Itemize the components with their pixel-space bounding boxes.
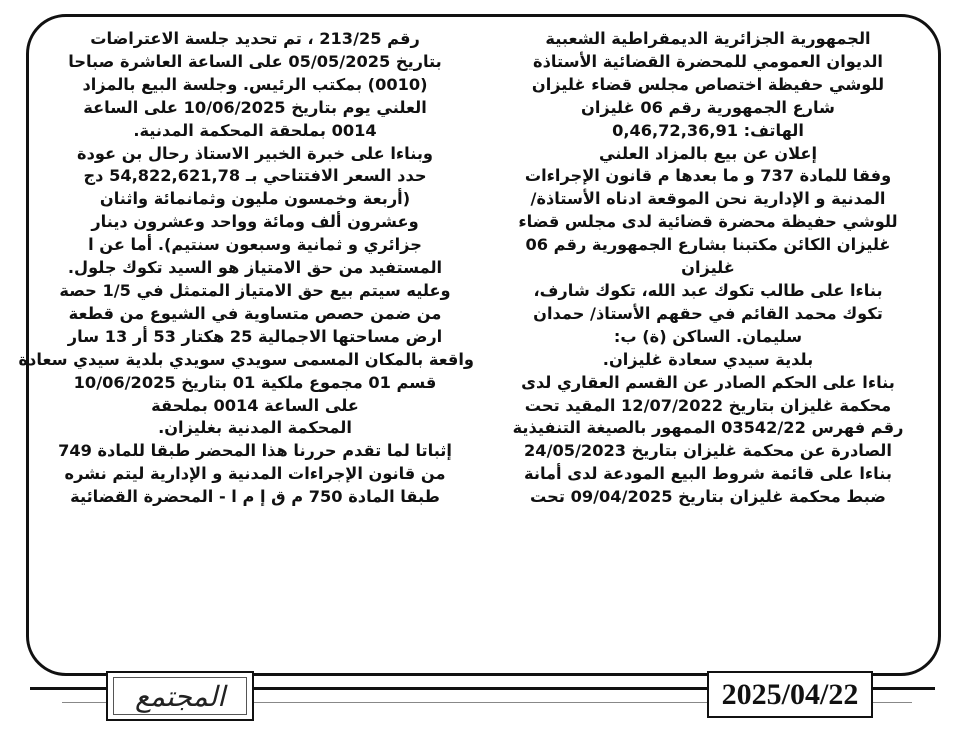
text-line: ارض مساحتها الاجمالية 25 هكتار 53 أر 13 سار <box>67 326 443 346</box>
newspaper-logo <box>106 671 254 721</box>
text-line: رقم فهرس 03542/22 الممهور بالصيغة التنفيذية <box>512 418 904 438</box>
text-line: غليزان الكائن مكتبنا بشارع الجمهورية رقم 06 <box>525 235 891 255</box>
text-line: شارع الجمهورية رقم 06 غليزان <box>581 97 835 117</box>
text-line: وعشرون ألف ومائة وواحد وعشرون دينار <box>91 212 419 232</box>
text-line: وبناءا على خبرة الخبير الاستاذ رحال بن عودة <box>77 143 433 163</box>
text-line: وفقا للمادة 737 و ما بعدها م قانون الإجراءات <box>524 166 892 186</box>
text-line: بلدية سيدي سعادة غليزان. <box>602 349 814 369</box>
text-line: غليزان <box>681 258 735 278</box>
text-line: الديوان العمومي للمحضرة القضائية الأستاذة <box>533 51 883 71</box>
text-line: وعليه سيتم بيع حق الامتياز المتمثل في 1/5 حصة <box>59 280 451 300</box>
text-line: على الساعة 0014 بملحقة <box>151 395 359 415</box>
text-line: الهاتف: 0,46,72,36,91 <box>612 120 804 140</box>
text-line: إثباتا لما تقدم حررنا هذا المحضر طبقا للمادة 749 <box>58 441 452 461</box>
text-line: تكوك محمد القائم في حقهم الأستاذ/ حمدان <box>533 303 883 323</box>
logo-text: المجتمع <box>113 677 247 715</box>
text-line: حدد السعر الافتتاحي بـ 54,822,621,78 دج <box>83 166 427 186</box>
text-line: بناءا على قائمة شروط البيع المودعة لدى أمانة <box>524 464 892 484</box>
text-line: سليمان. الساكن (ة) ب: <box>613 326 803 346</box>
text-line: رقم 213/25 ، تم تحديد جلسة الاعتراضات <box>90 29 420 48</box>
text-line: المدنية و الإدارية نحن الموقعة ادناه الأستاذة/ <box>530 189 886 209</box>
text-line: جزائري و ثمانية وسبعون سنتيم). أما عن ا <box>88 235 422 255</box>
text-line: إعلان عن بيع بالمزاد العلني <box>599 143 817 163</box>
text-line: ضبط محكمة غليزان بتاريخ 09/04/2025 تحت <box>530 487 886 507</box>
publication-date: 2025/04/22 <box>707 671 873 718</box>
text-line: من قانون الإجراءات المدنية و الإدارية ليتم نشره <box>64 464 446 484</box>
text-line: بناءا على طالب تكوك عبد الله، تكوك شارف، <box>533 280 883 300</box>
notice-left-column <box>18 28 474 509</box>
text-line: بناءا على الحكم الصادر عن القسم العقاري لدى <box>521 372 895 392</box>
text-line: من ضمن حصص متساوية في الشيوع من قطعة <box>68 303 442 323</box>
text-line: (أربعة وخمسون مليون وثمانمائة واثنان <box>99 189 411 209</box>
text-line: محكمة غليزان بتاريخ 12/07/2022 المقيد تحت <box>524 395 892 415</box>
text-line: للوشي حفيظة اختصاص مجلس قضاء غليزان <box>531 74 885 94</box>
text-line: العلني يوم بتاريخ 10/06/2025 على الساعة <box>83 97 427 117</box>
text-line: الجمهورية الجزائرية الديمقراطية الشعبية <box>545 29 871 48</box>
text-line: 0014 بملحقة المحكمة المدنية. <box>133 120 377 140</box>
text-line: طبقا المادة 750 م ق إ م ا - المحضرة القضائية <box>70 487 440 507</box>
text-line: واقعة بالمكان المسمى سويدي سويدي بلدية سيدي سعادة <box>18 349 474 369</box>
text-line: بتاريخ 05/05/2025 على الساعة العاشرة صباحا <box>68 51 442 71</box>
text-line: المحكمة المدنية بغليزان. <box>158 418 352 438</box>
text-line: (0010) بمكتب الرئيس. وجلسة البيع بالمزاد <box>82 74 428 94</box>
text-line: قسم 01 مجموع ملكية 01 بتاريخ 10/06/2025 <box>73 372 437 392</box>
text-line: للوشي حفيظة محضرة قضائية لدى مجلس قضاء <box>518 212 898 232</box>
text-line: المستفيد من حق الامتياز هو السيد تكوك جلول. <box>67 258 443 278</box>
notice-right-column <box>483 28 933 509</box>
text-line: الصادرة عن محكمة غليزان بتاريخ 24/05/2023 <box>524 441 892 461</box>
